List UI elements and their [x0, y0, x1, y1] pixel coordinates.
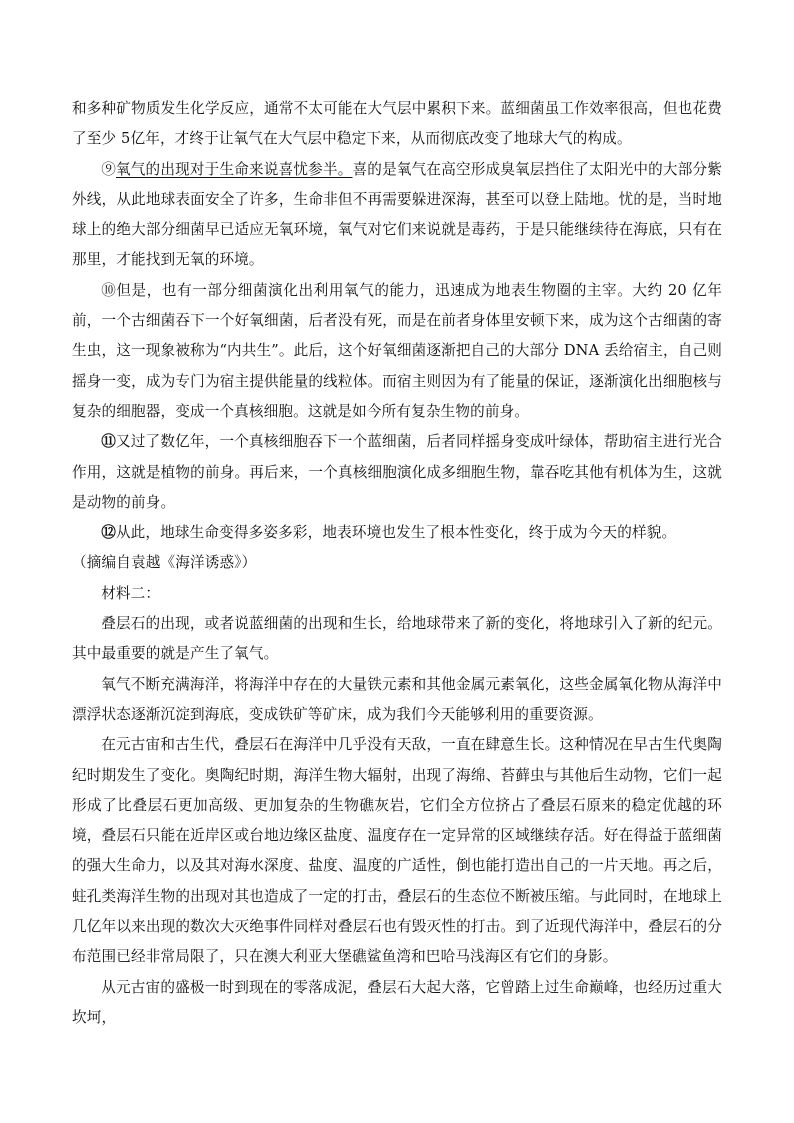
material-2-paragraph-2: 氧气不断充满海洋，将海洋中存在的大量铁元素和其他金属元素氧化，这些金属氧化物从海洋中漂浮状态逐渐沉淀到海底，变成铁矿等矿床，成为我们今天能够利用的重要资源。: [72, 675, 722, 723]
paragraph-11: [72, 427, 722, 518]
paragraph-9: [72, 155, 722, 276]
paragraph-9-number: ⑨: [101, 160, 116, 178]
document-page: [72, 94, 722, 1033]
paragraph-8-continued: 和多种矿物质发生化学反应，通常不太可能在大气层中累积下来。蓝细菌虽工作效率很高，但也花费了至少 5亿年，才终于让氧气在大气层中稳定下来，从而彻底改变了地球大气的构成。: [72, 100, 722, 148]
paragraph-11-text: 又过了数亿年，一个真核细胞吞下一个蓝细菌，后者同样摇身变成叶绿体，帮助宿主进行光合作用，这就是植物的前身。再后来，一个真核细胞演化成多细胞生物，靠吞吃其他有机体为生，这就是动物的前身。: [72, 433, 723, 511]
paragraph-12-number: ⑫: [101, 524, 116, 542]
paragraph-12-text: 从此，地球生命变得多姿多彩，地表环境也发生了根本性变化，终于成为今天的样貌。: [115, 524, 677, 542]
material-2-heading: 材料二：: [101, 584, 161, 602]
paragraph-12: [72, 518, 722, 548]
material-2-paragraph-1: 叠层石的出现，或者说蓝细菌的出现和生长，给地球带来了新的变化，将地球引入了新的纪元。其中最重要的就是产生了氧气。: [72, 615, 722, 663]
material-2-paragraph-3: 在元古宙和古生代，叠层石在海洋中几乎没有天敌，一直在肆意生长。这种情况在早古生代奥陶纪时期发生了变化。奥陶纪时期，海洋生物大辐射，出现了海绵、苔藓虫与其他后生动物，它们一起形成了比叠层石更加高级、更加复杂的生物礁灰岩，它们全方位挤占了叠层石原来的稳定优越的环境，叠层石只能在近岸区或台地边缘区盐度、温度存在一定异常的区域继续存活。好在得益于蓝细菌的强大生命力，以及其对海水深度、盐度、温度的广适性，倒也能打造出自己的一片天地。再之后，蛀孔类海洋生物的出现对其也造成了一定的打击，叠层石的生态位不断被压缩。与此同时，在地球上几亿年以来出现的数次大灭绝事件同样对叠层石也有毁灭性的打击。到了近现代海洋中，叠层石的分布范围已经非常局限了，只在澳大利亚大堡礁鲨鱼湾和巴哈马浅海区有它们的身影。: [72, 736, 722, 966]
paragraph-9-text: 喜的是氧气在高空形成臭氧层挡住了太阳光中的大部分紫外线，从此地球表面安全了许多，生命非但不再需要躲进深海，甚至可以登上陆地。忧的是，当时地球上的绝大部分细菌早已适应无氧环境，氧气对它们来说就是毒药，于是只能继续待在海底，只有在那里，才能找到无氧的环境。: [72, 160, 723, 269]
paragraph-10: ⑩但是，也有一部分细菌演化出利用氧气的能力，迅速成为地表生物圈的主宰。大约 20 亿年前，一个古细菌吞下一个好氧细菌，后者没有死，而是在前者身体里安顿下来，成为这个古细菌的寄生虫，这一现象被称为“内共生”。此后，这个好氧细菌逐渐把自己的大部分 DNA 丢给宿主，自己则摇身一变，成为专门为宿主提供能量的线粒体。而宿主则因为有了能量的保证，逐渐演化出细胞核与复杂的细胞器，变成一个真核细胞。这就是如今所有复杂生物的前身。: [72, 281, 723, 420]
paragraph-9-underlined-sentence: 氧气的出现对于生命来说喜忧参半。: [115, 160, 353, 178]
material-2-paragraph-4: 从元古宙的盛极一时到现在的零落成泥，叠层石大起大落，它曾踏上过生命巅峰，也经历过重大坎坷，: [72, 978, 722, 1026]
source-citation: （摘编自袁越《海洋诱惑》）: [72, 554, 257, 572]
paragraph-11-number: ⑪: [101, 433, 116, 451]
